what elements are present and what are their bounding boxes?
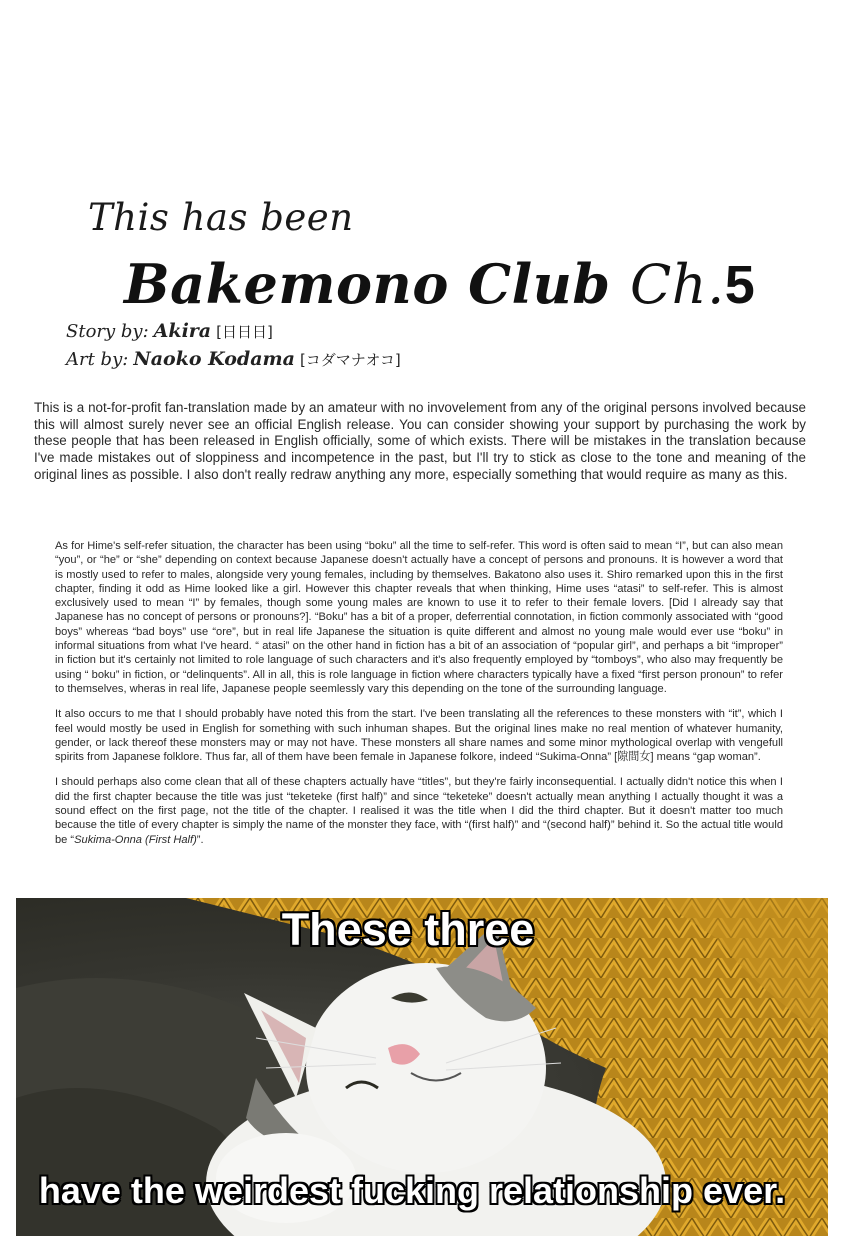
meme-image [16,898,828,1236]
credit-art-name: Naoko Kodama [133,348,295,370]
note-monsters: It also occurs to me that I should probably have noted this from the start. I've been translating all the references to these monsters with “it”, which I feel would mostly be used in English for something with such inhuman shapes. But the original lines make no real mention of whatever humanity, gender, or lack thereof these monsters may or may not have. These monsters all share names and some minor mythological overlap with vengefull spirits from Japanese folklore. Thus far, all of them have been female in Japanese folkore, indeed “Sukima-Onna” [隙間女] means “gap woman”. [55,708,783,764]
note-titles [55,775,783,846]
meme-caption-bottom: have the weirdest fucking relationship ever. [38,1170,786,1211]
credit-story-name: Akira [153,320,212,342]
title-chapter-number: 5 [724,255,756,315]
note-titles-text: I should perhaps also come clean that all of these chapters actually have “titles”, but they're fairly inconsequential. I actually didn't notice this when I did the first chapter because the title was just “teketeke (first half)” and since “teketeke” doesn't actually mean anything I actually thought it was a sound effect on the first page, not the title of the chapter. I realised it was the title when I did the third chapter. But it doesn't matter too much because the title of every chapter is simply the name of the monster they face, with “(first half)” and “(second half)” behind it. So the actual title would be “ [55,776,783,846]
note-titles-end: ”. [196,833,204,846]
disclaimer-paragraph: This is a not-for-profit fan-translation made by an amateur with no invovelement from any of the original persons involved because this will almost surely never see an official English release. You can consider showing your support by purchasing the work by these people that has been released in English officially, some of which exists. There will be mistakes in the translation because I've made mistakes out of sloppiness and incompetence in the past, but I'll try to stick as close to the tone and meaning of the original lines as possible. I also don't really redraw anything any more, especially something that would require as many as this. [34,400,806,482]
title-chapter-label: Ch. [629,253,725,316]
meme-caption-top: These three [281,904,535,955]
title-series: Bakemono Club [124,252,611,316]
credit-art-jp: [コダマナオコ] [299,351,401,369]
credit-story [66,320,273,342]
lead-text: This has been [88,196,354,239]
credit-story-role: Story by: [66,321,149,342]
note-pronouns: As for Hime's self-refer situation, the character has been using “boku” all the time to self-refer. This word is often said to mean “I”, but can also mean “you”, or “he” or “she” depending on context because Japanese doesn't actually have a concept of persons and pronouns. It is however a word that is mostly used to refer to males, alongside very young females, including by themselves. Bakatono also uses it. Shiro remarked upon this in the first chapter, finding it odd as Hime looked like a girl. However this chapter reveals that when thinking, Hime uses “atasi” to self-refer. This is almost exclusively used to mean “I” by females, though some young males are known to use it to refer to their female lovers. [Did I already say that Japanese has no concept of persons or pronouns?]. “Boku” has a bit of a proper, deferrential connotation, in fiction commonly associated with “good boys” whereas “bad boys” use “ore”, but in real life Japanese the situation is quite different and almost no young male would ever use “boku” in informal situations from what I've heard. “ atasi” on the other hand in fiction has a bit of an association of “popular girl”, and perhaps a bit “improper” in fiction but it's certainly not limited to role language of such characters and it's also frequently employed by “tomboys”, who also may frequently be using “ boku” in fiction, or “delinquents”. All in all, this is role language in fiction where characters typically have a fixed “first person pronoun” to refer to themselves, wheras in real life, Japanese people seemlessly vary this depending on the tone of the surrounding language. [55,540,783,695]
chapter-title [124,252,755,316]
credit-art [66,348,401,370]
credit-story-jp: [日日日] [216,323,273,341]
translator-notes [55,539,783,858]
credit-art-role: Art by: [66,349,129,370]
note-titles-chapter-title: Sukima-Onna (First Half) [74,833,197,846]
